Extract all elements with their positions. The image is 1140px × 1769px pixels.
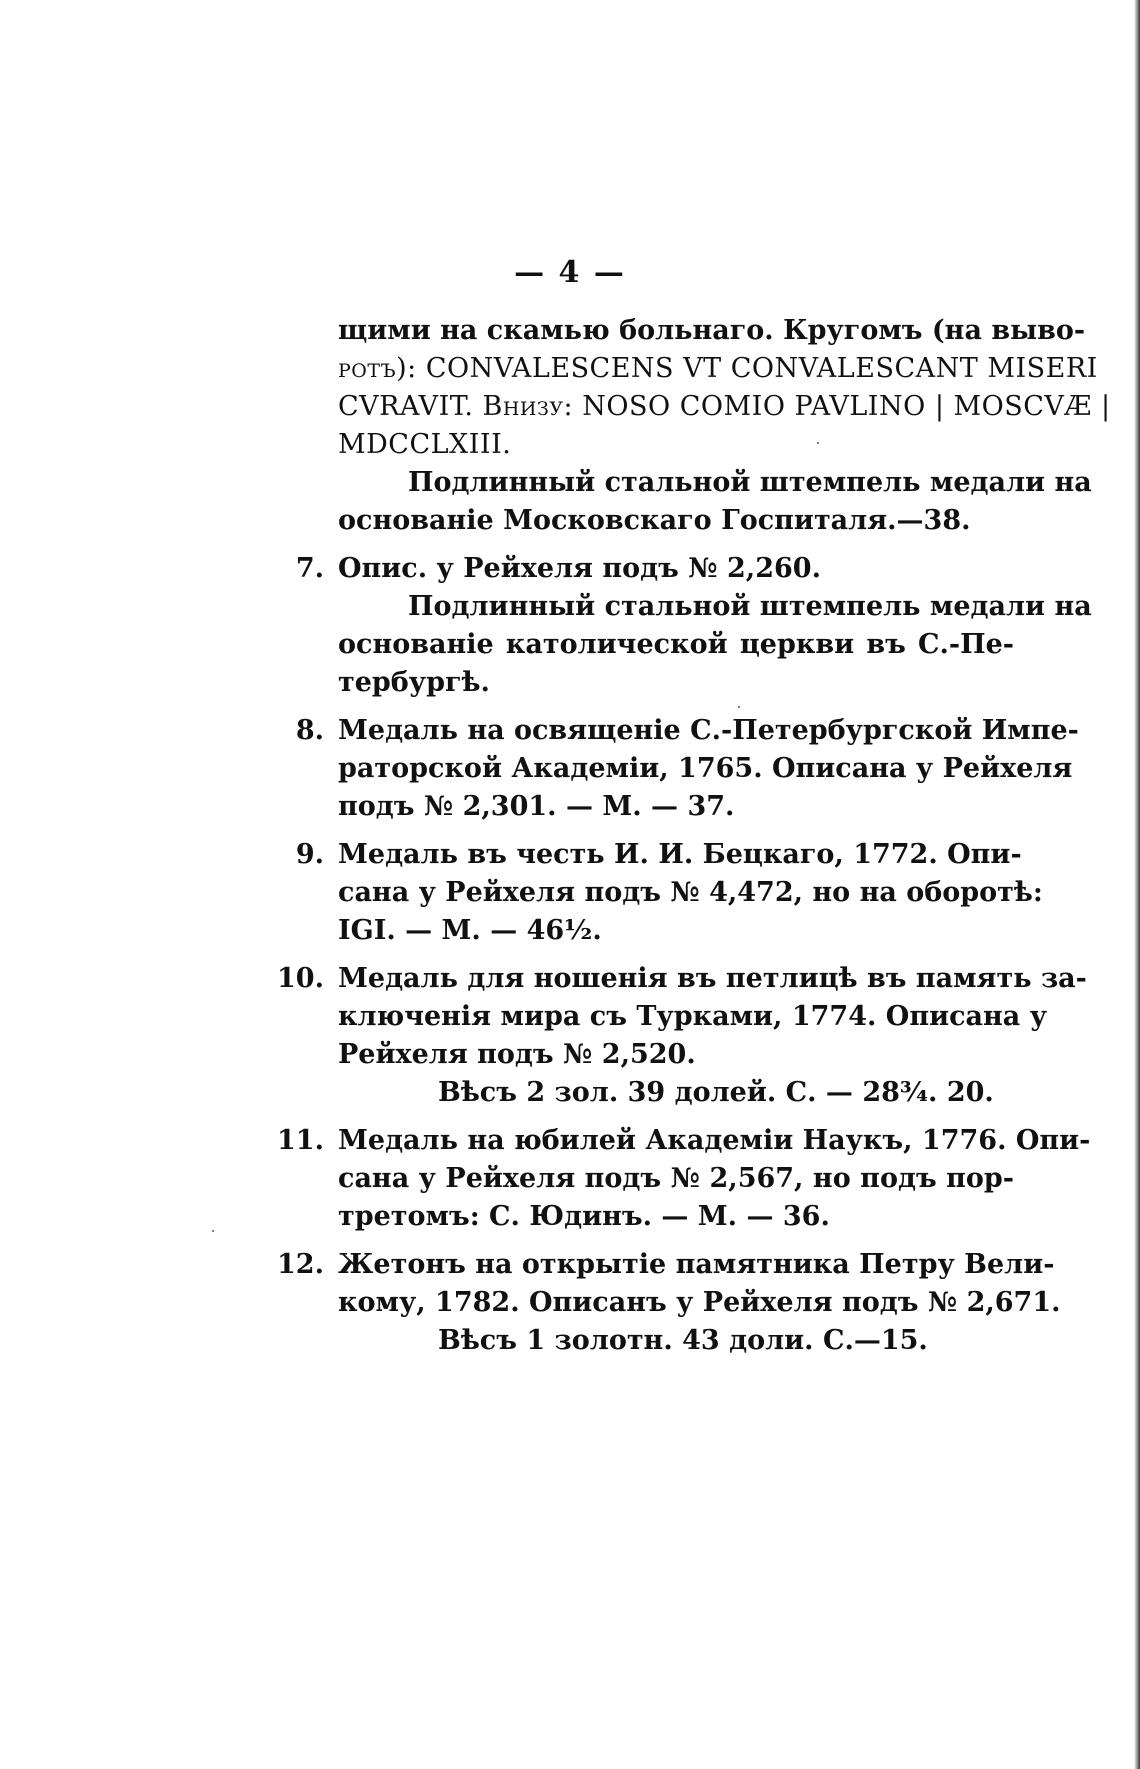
- item-number: 9.: [295, 839, 324, 870]
- text-line: тербургѣ.: [338, 667, 490, 698]
- text-line: Медаль на освященіе С.-Петербургской Импе-: [338, 715, 1079, 746]
- item-number: 7.: [295, 553, 324, 584]
- text-line: Медаль на юбилей Академіи Наукъ, 1776. Опи-: [338, 1125, 1091, 1156]
- page-text: [277, 312, 1111, 1360]
- catalog-item: [295, 550, 1092, 702]
- text-line: Рейхеля подъ № 2,520.: [338, 1039, 696, 1070]
- paper-speck: [212, 1230, 214, 1232]
- text-line: кому, 1782. Описанъ у Рейхеля подъ № 2,671.: [338, 1287, 1061, 1318]
- text-line: Вѣсъ 2 зол. 39 долей. С. — 28¾. 20.: [438, 1077, 994, 1108]
- catalog-item: [277, 1246, 1061, 1360]
- page-number: — 4 —: [514, 255, 626, 290]
- text-line: ротъ): CONVALESCENS VT CONVALESCANT MISERI: [338, 353, 1098, 384]
- text-line: основаніе католической церкви въ С.-Пе-: [338, 629, 1014, 660]
- item-number: 10.: [277, 963, 324, 994]
- text-line: сана у Рейхеля подъ № 4,472, но на оборотѣ:: [338, 877, 1043, 908]
- text-line: Вѣсъ 1 золотн. 43 доли. С.—15.: [438, 1325, 928, 1356]
- catalog-item: [295, 712, 1079, 826]
- catalog-item: [277, 960, 1087, 1112]
- text-line: IGI. — М. — 46½.: [338, 915, 602, 946]
- text-line: подъ № 2,301. — М. — 37.: [338, 791, 735, 822]
- text-line: Опис. у Рейхеля подъ № 2,260.: [338, 553, 821, 584]
- text-line: Жетонъ на открытіе памятника Петру Вели-: [338, 1249, 1055, 1280]
- text-line: CVRAVIT. Внизу: NOSO COMIO PAVLINO | MOSCVÆ |: [338, 391, 1111, 422]
- text-line: сана у Рейхеля подъ № 2,567, но подъ пор-: [338, 1163, 1014, 1194]
- text-line: основаніе Московскаго Госпиталя.—38.: [338, 505, 971, 536]
- text-line: Подлинный стальной штемпель медали на: [408, 467, 1092, 498]
- text-line: Медаль для ношенія въ петлицѣ въ память за-: [338, 963, 1087, 994]
- text-line: третомъ: С. Юдинъ. — М. — 36.: [338, 1201, 830, 1232]
- item-number: 8.: [295, 715, 324, 746]
- text-line: раторской Академіи, 1765. Описана у Рейхеля: [338, 753, 1073, 784]
- item-number: 11.: [277, 1125, 324, 1156]
- item-number: 12.: [277, 1249, 324, 1280]
- text-line: MDCCLXIII.: [338, 429, 512, 460]
- text-line: ключенія мира съ Турками, 1774. Описана у: [338, 1001, 1047, 1032]
- catalog-item: [277, 1122, 1091, 1236]
- text-line: щими на скамью больнаго. Кругомъ (на выво-: [338, 315, 1086, 346]
- text-line: Подлинный стальной штемпель медали на: [408, 591, 1092, 622]
- catalog-item: [295, 836, 1043, 950]
- text-line: Медаль въ честь И. И. Бецкаго, 1772. Опи-: [338, 839, 1022, 870]
